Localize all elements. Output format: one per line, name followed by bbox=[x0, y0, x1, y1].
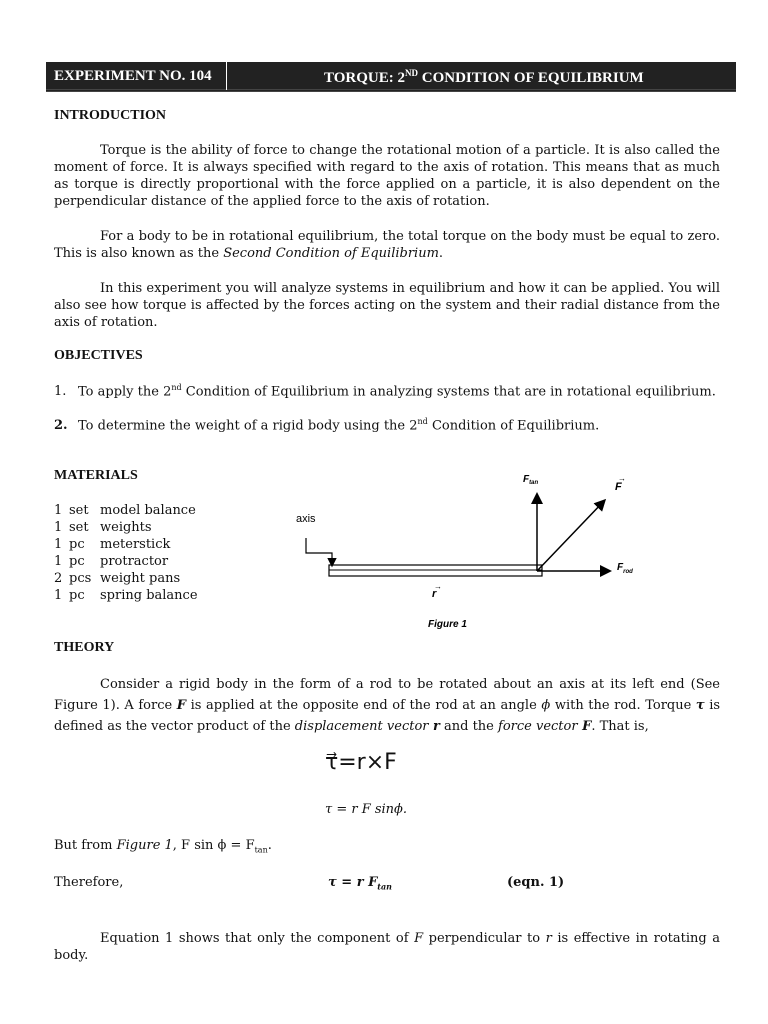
experiment-header-bar bbox=[46, 62, 736, 92]
list-item: 2 pcs weight pans bbox=[54, 571, 181, 586]
list-item: 1 pc meterstick bbox=[54, 537, 171, 552]
f-vector-arrow-glyph: → bbox=[618, 474, 626, 483]
figure-1-torque-diagram bbox=[280, 465, 660, 635]
objectives-heading: OBJECTIVES bbox=[54, 348, 143, 363]
header-divider bbox=[226, 62, 227, 90]
objective-item-1: 1. To apply the 2nd Condition of Equilibrium in analyzing systems that are in rotational equilibrium. bbox=[54, 383, 716, 400]
torque-sine-equation: τ = r F sinϕ. bbox=[325, 802, 408, 817]
list-item: 1 pc spring balance bbox=[54, 588, 198, 603]
but-from-figure-line: But from Figure 1, F $\sin \phi = F_{tan}$. bbox=[54, 838, 272, 855]
f-tan-label: $F_{tan}$ bbox=[523, 474, 539, 486]
experiment-number: EXPERIMENT NO. 104 bbox=[54, 68, 212, 84]
objective-item-2: 2. To determine the weight of a rigid body using the 2nd Condition of Equilibrium. bbox=[54, 417, 600, 434]
equation-1: τ = r $F_{tan}$ bbox=[328, 875, 392, 892]
materials-heading: MATERIALS bbox=[54, 468, 138, 483]
introduction-paragraph-3: In this experiment you will analyze systems in equilibrium and how it can be applied. You will also see how torque is affected by the forces acting on the system and their radial distance from the axis of rotation. bbox=[54, 281, 720, 330]
materials-list bbox=[54, 502, 198, 604]
theory-paragraph-2: Equation 1 shows that only the component of F perpendicular to r is effective in rotating a body. bbox=[54, 931, 720, 963]
figure-caption: Figure 1 bbox=[428, 619, 467, 630]
list-item: 1 set weights bbox=[54, 520, 152, 535]
axis-label: axis bbox=[296, 513, 316, 525]
list-item: 1 pc protractor bbox=[54, 554, 169, 569]
introduction-heading: INTRODUCTION bbox=[54, 108, 167, 123]
r-vector-label: r bbox=[432, 588, 437, 600]
torque-cross-product-equation: τ⃗=r×F bbox=[325, 750, 397, 775]
introduction-paragraph-1: Torque is the ability of force to change the rotational motion of a particle. It is also called the moment of force. It is always specified with regard to the axis of rotation. This means that as much as torque is directly proportional with the force applied on a particle, it is also dependent on the perpendicular distance of the applied force to the axis of rotation. bbox=[54, 143, 720, 209]
f-rod-label: $F_{rod}$ bbox=[617, 562, 633, 575]
theory-paragraph-1: Consider a rigid body in the form of a rod to be rotated about an axis at its left end (See Figure 1). A force F is applied at the opposite end of the rod at an angle ϕ with the rod. Torque τ is defined as the vector product of the displacement vector r and the force vector F. That is, bbox=[54, 677, 721, 734]
equation-1-label: (eqn. 1) bbox=[507, 875, 565, 890]
experiment-title: TORQUE: 2ND CONDITION OF EQUILIBRIUM bbox=[324, 68, 644, 86]
theory-heading: THEORY bbox=[54, 640, 115, 655]
f-force-arrow bbox=[537, 501, 604, 571]
therefore-label: Therefore, bbox=[54, 875, 124, 890]
torque-diagram-svg bbox=[280, 465, 660, 635]
axis-pointer bbox=[306, 538, 332, 565]
f-vector-label: F bbox=[615, 481, 622, 493]
introduction-paragraph-2: For a body to be in rotational equilibrium, the total torque on the body must be equal to zero. This is also known as the Second Condition of Equilibrium. bbox=[54, 229, 720, 261]
r-vector-arrow-glyph: → bbox=[434, 582, 442, 591]
list-item: 1 set model balance bbox=[54, 503, 196, 518]
